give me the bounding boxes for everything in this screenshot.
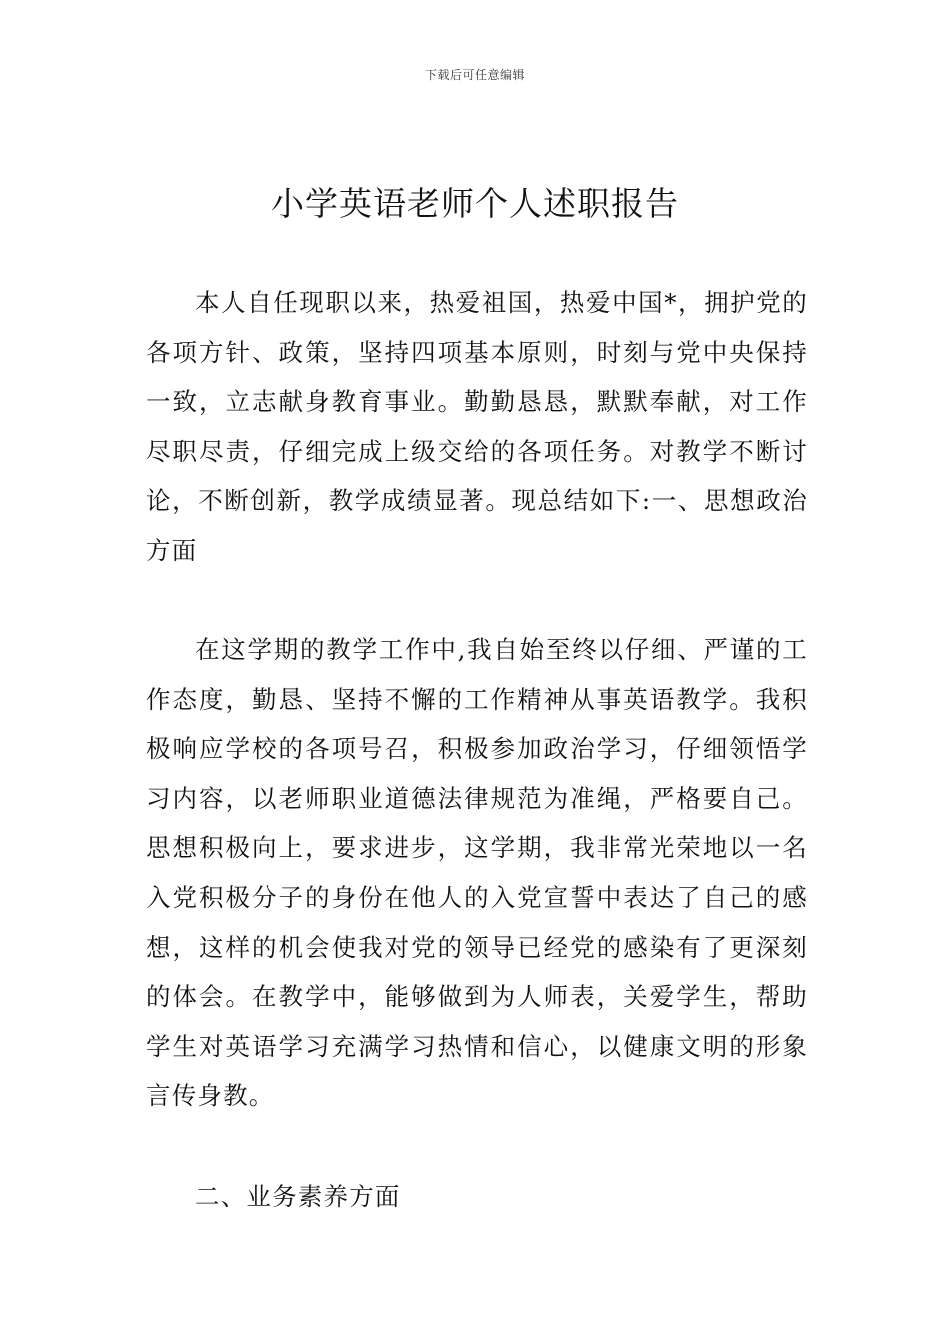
paragraph-intro: 本人自任现职以来，热爱祖国，热爱中国*，拥护党的各项方针、政策，坚持四项基本原则，时刻与党中央保持一致，立志献身教育事业。勤勤恳恳，默默奉献，对工作尽职尽责，仔细完成上级交给的各项任务。对教学不断讨论，不断创新，教学成绩显著。现总结如下:一、思想政治方面	[146, 288, 808, 565]
document-title: 小学英语老师个人述职报告	[271, 184, 679, 223]
section-heading-professional-quality: 二、业务素养方面	[195, 1182, 401, 1211]
paragraph-political-thought: 在这学期的教学工作中,我自始至终以仔细、严谨的工作态度，勤恳、坚持不懈的工作精神从事英语教学。我积极响应学校的各项号召，积极参加政治学习，仔细领悟学习内容，以老师职业道德法律规范为准绳，严格要自己。思想积极向上，要求进步，这学期，我非常光荣地以一名入党积极分子的身份在他人的入党宣誓中表达了自己的感想，这样的机会使我对党的领导已经党的感染有了更深刻的体会。在教学中，能够做到为人师表，关爱学生，帮助学生对英语学习充满学习热情和信心，以健康文明的形象言传身教。	[146, 635, 808, 1111]
header-note: 下载后可任意编辑	[424, 68, 525, 82]
